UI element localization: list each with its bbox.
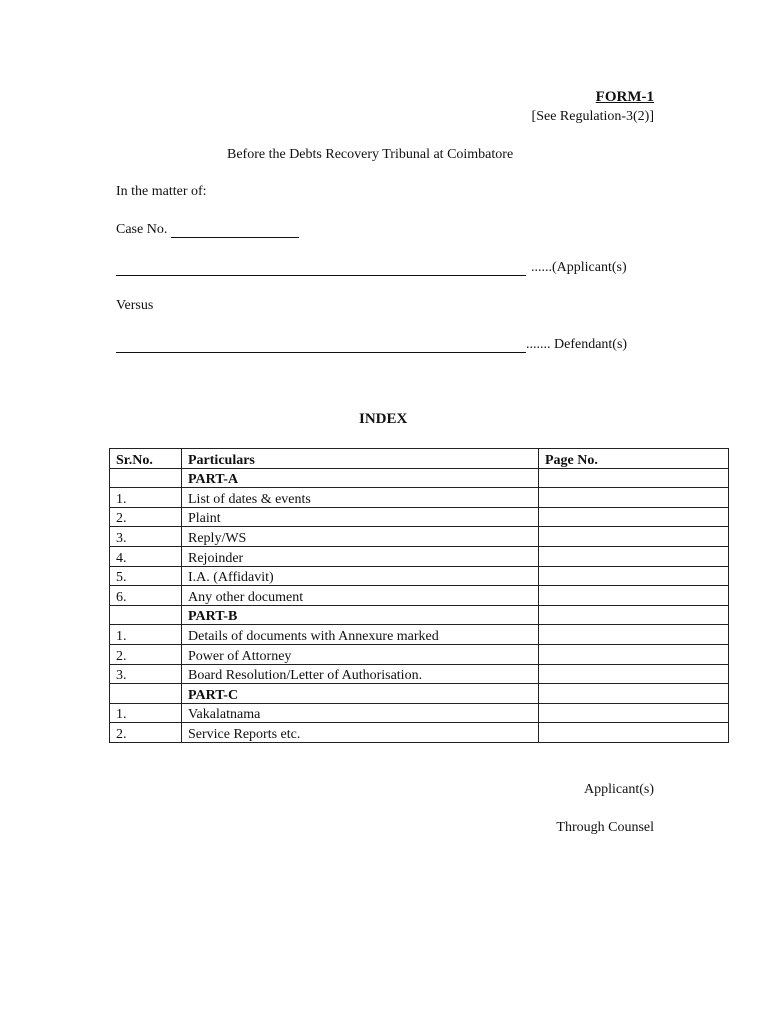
particulars-cell: Board Resolution/Letter of Authorisation.	[182, 664, 539, 684]
defendant-row	[116, 337, 627, 353]
index-section-row	[110, 684, 729, 704]
index-row	[110, 723, 729, 743]
page-no-cell	[539, 507, 729, 527]
sr-no-cell: 1.	[110, 625, 182, 645]
page-no-cell	[539, 664, 729, 684]
particulars-cell: Details of documents with Annexure marked	[182, 625, 539, 645]
column-header-page-no: Page No.	[539, 449, 729, 469]
sr-no-cell: 4.	[110, 546, 182, 566]
defendant-label: ....... Defendant(s)	[526, 337, 628, 352]
sr-no-cell: 2.	[110, 644, 182, 664]
index-row	[110, 586, 729, 606]
sr-no-cell: 2.	[110, 507, 182, 527]
particulars-cell: I.A. (Affidavit)	[182, 566, 539, 586]
matter-label: In the matter of:	[116, 184, 207, 199]
column-header-particulars: Particulars	[182, 449, 539, 469]
sr-no-cell	[110, 684, 182, 704]
section-heading-cell: PART-B	[182, 605, 539, 625]
particulars-cell: Any other document	[182, 586, 539, 606]
applicant-row	[116, 260, 627, 276]
index-row	[110, 507, 729, 527]
sr-no-cell: 3.	[110, 527, 182, 547]
index-header-row	[110, 449, 729, 469]
particulars-cell: Rejoinder	[182, 546, 539, 566]
sr-no-cell: 2.	[110, 723, 182, 743]
index-row	[110, 566, 729, 586]
index-table	[109, 448, 729, 743]
sr-no-cell: 3.	[110, 664, 182, 684]
form-title: FORM-1	[595, 89, 654, 105]
index-section-row	[110, 468, 729, 488]
index-section-row	[110, 605, 729, 625]
index-row	[110, 644, 729, 664]
page-no-cell	[539, 605, 729, 625]
defendant-blank	[116, 338, 526, 353]
sr-no-cell: 6.	[110, 586, 182, 606]
particulars-cell: Power of Attorney	[182, 644, 539, 664]
page-no-cell	[539, 586, 729, 606]
particulars-cell: Vakalatnama	[182, 703, 539, 723]
page-no-cell	[539, 684, 729, 704]
sr-no-cell	[110, 468, 182, 488]
particulars-cell: Reply/WS	[182, 527, 539, 547]
sr-no-cell: 1.	[110, 488, 182, 508]
applicant-blank	[116, 261, 526, 276]
page-no-cell	[539, 644, 729, 664]
page-no-cell	[539, 546, 729, 566]
index-row	[110, 703, 729, 723]
signature-through-counsel: Through Counsel	[556, 820, 654, 835]
case-number-label: Case No.	[116, 222, 168, 237]
particulars-cell: Service Reports etc.	[182, 723, 539, 743]
page-no-cell	[539, 566, 729, 586]
signature-applicant: Applicant(s)	[584, 782, 654, 797]
section-heading-cell: PART-C	[182, 684, 539, 704]
column-header-sr-no: Sr.No.	[110, 449, 182, 469]
page-no-cell	[539, 723, 729, 743]
case-number-row	[116, 222, 299, 238]
sr-no-cell	[110, 605, 182, 625]
page-no-cell	[539, 488, 729, 508]
sr-no-cell: 1.	[110, 703, 182, 723]
index-title: INDEX	[359, 411, 408, 427]
index-row	[110, 664, 729, 684]
index-row	[110, 625, 729, 645]
particulars-cell: Plaint	[182, 507, 539, 527]
applicant-label: ......(Applicant(s)	[531, 260, 627, 275]
page-no-cell	[539, 625, 729, 645]
index-row	[110, 527, 729, 547]
section-heading-cell: PART-A	[182, 468, 539, 488]
versus-label: Versus	[116, 298, 154, 313]
page-no-cell	[539, 527, 729, 547]
particulars-cell: List of dates & events	[182, 488, 539, 508]
page-no-cell	[539, 468, 729, 488]
regulation-reference: [See Regulation-3(2)]	[531, 109, 654, 124]
sr-no-cell: 5.	[110, 566, 182, 586]
tribunal-heading: Before the Debts Recovery Tribunal at Coimbatore	[227, 147, 514, 162]
index-row	[110, 546, 729, 566]
page-no-cell	[539, 703, 729, 723]
case-number-blank	[171, 223, 299, 238]
index-row	[110, 488, 729, 508]
